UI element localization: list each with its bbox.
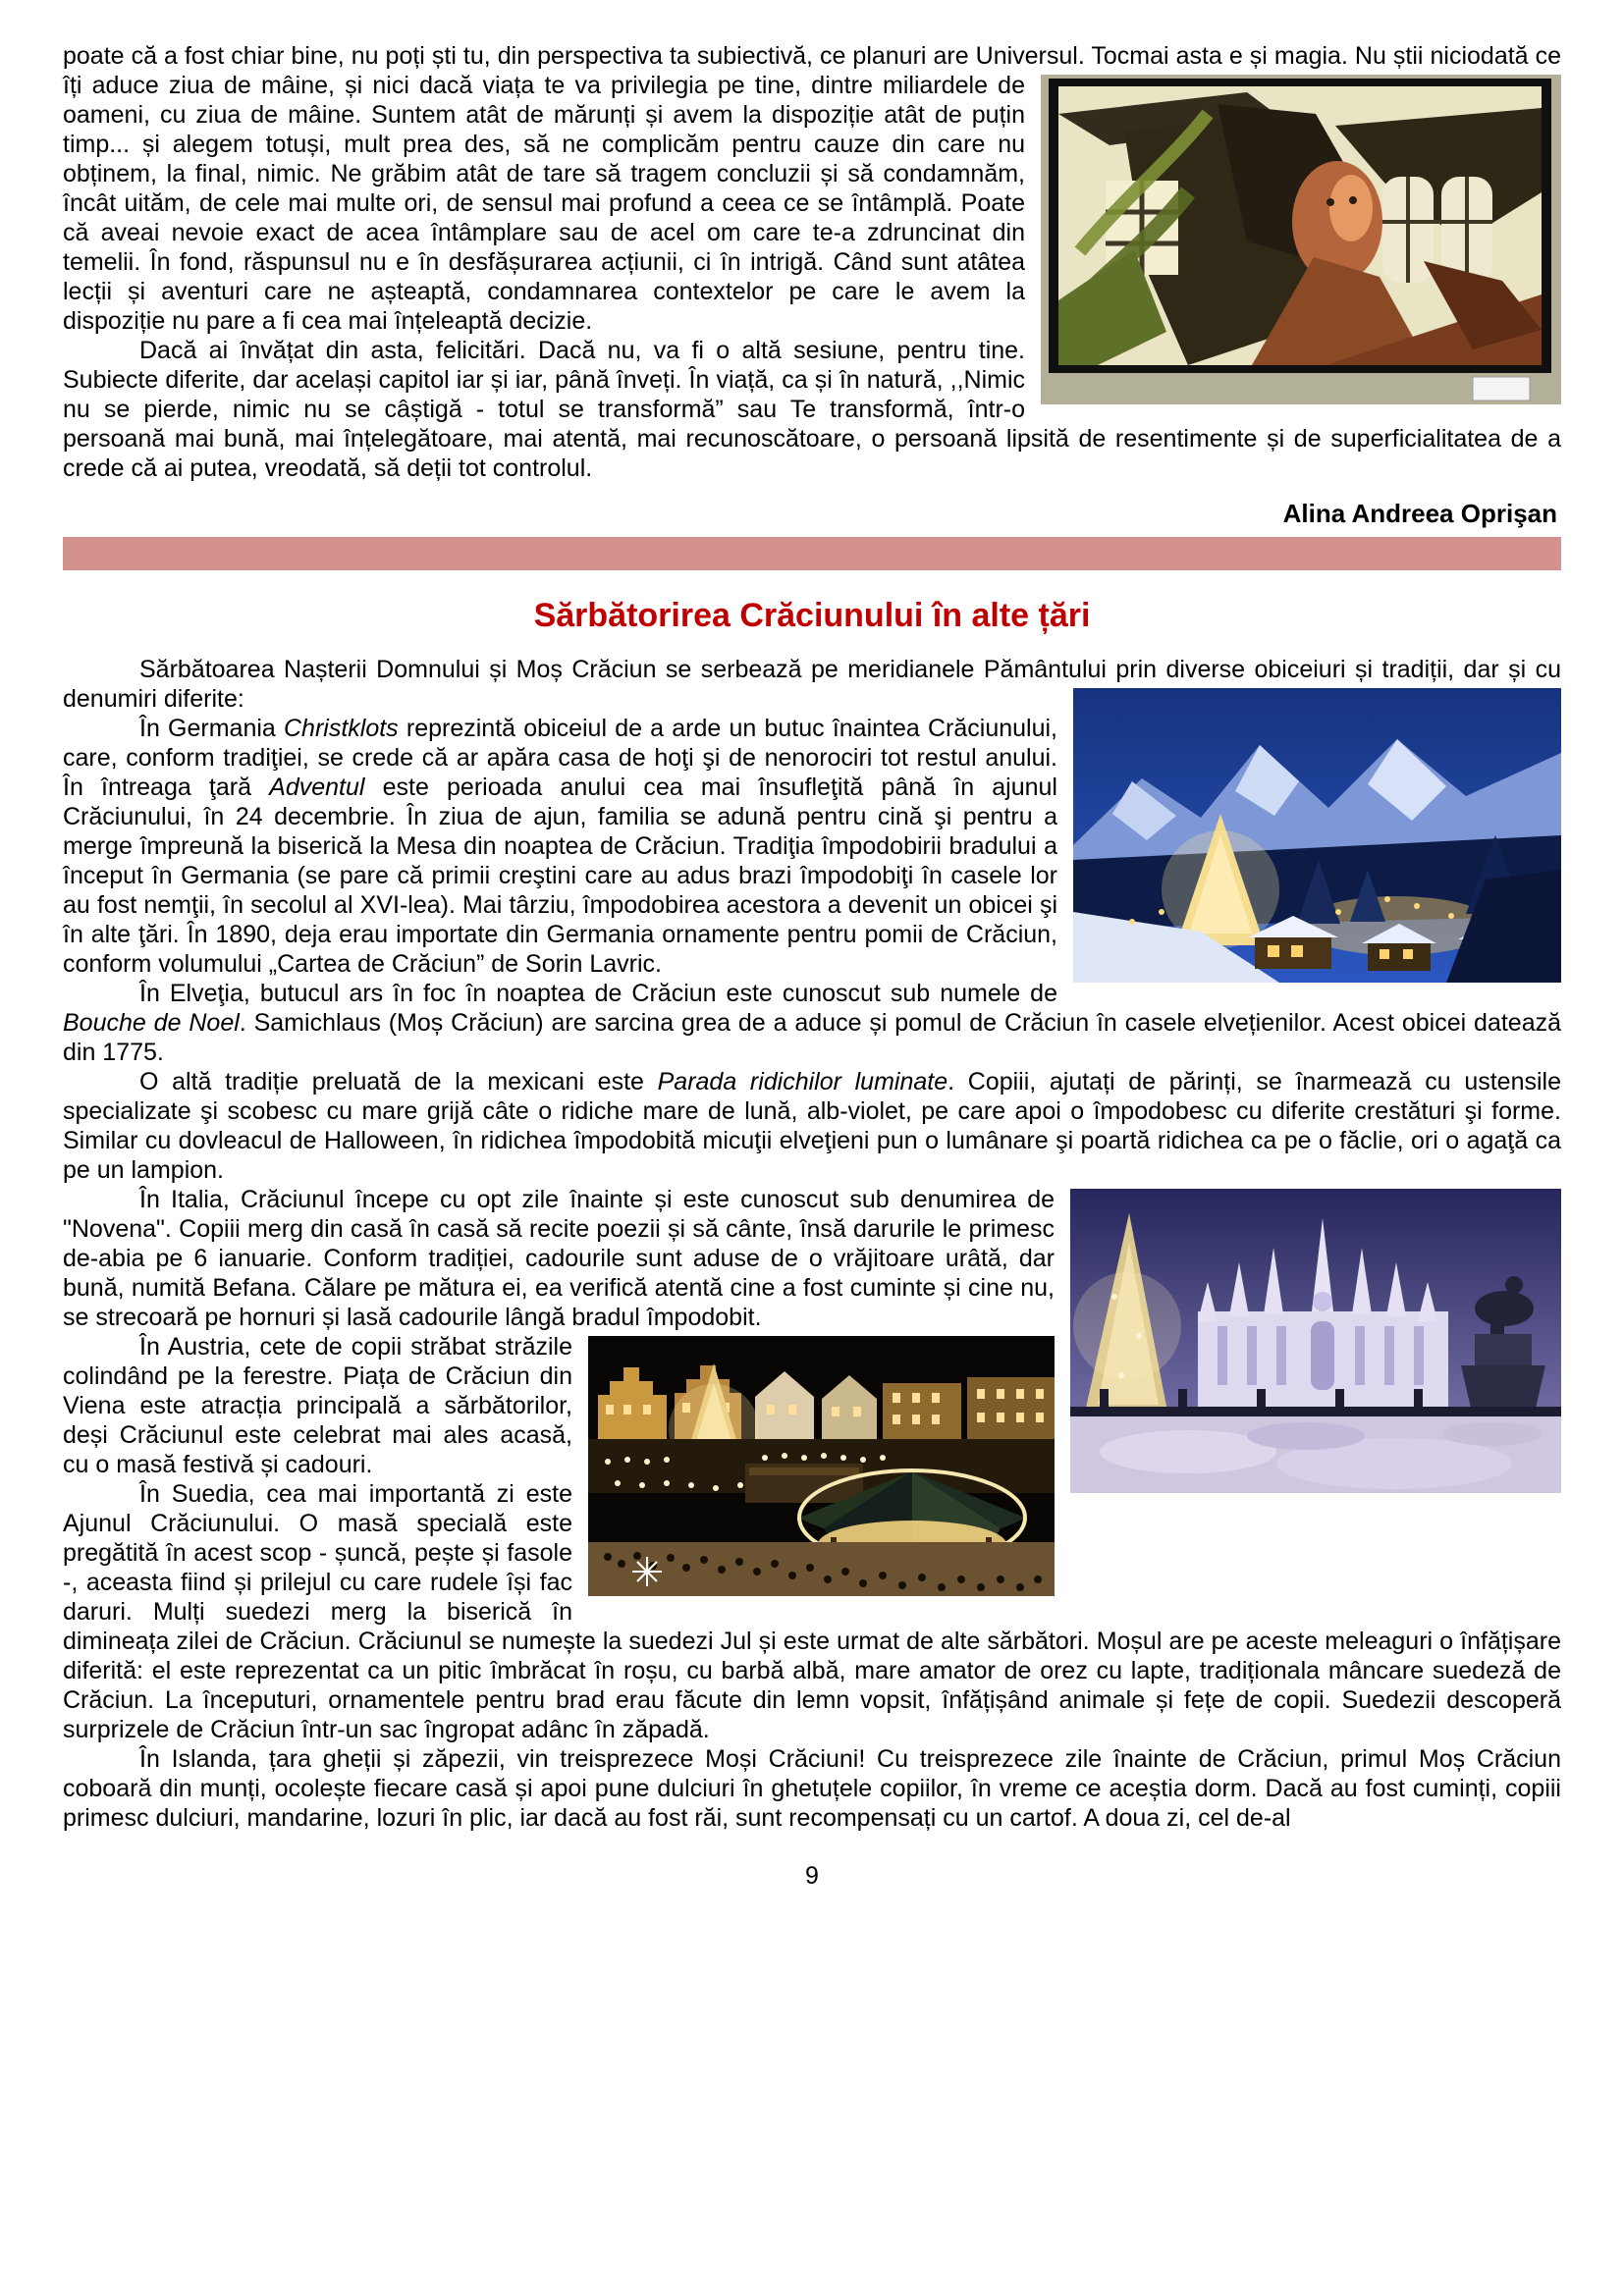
- paragraph-italy: În Italia, Crăciunul începe cu opt zile înainte și este cunoscut sub denumirea de "Novena". Copiii merg din casă în casă să recite poezii și să cânte, însă darurile le primesc de-abia pe 6 ianuarie. Conform tradiției, cadourile sunt aduse de o vrăjitoare urâtă, dar bună, numită Befana. Călare pe mătura ei, ea verifică atentă cine a fost cuminte și cine nu, se strecoară pe hornuri și lasă cadourile lângă bradul împodobit.: [63, 1186, 1055, 1331]
- paragraph-switzerland: În Elveţia, butucul ars în foc în noaptea de Crăciun este cunoscut sub numele de Bouche de Noel. Samichlaus (Moș Crăciun) are sarcina grea de a aduce și pomul de Crăciun în casele elvețienilor. Acest obicei datează din 1775.: [63, 980, 1562, 1066]
- page-number: 9: [805, 1862, 819, 1890]
- paragraph-universe: [63, 41, 1561, 336]
- paragraph-sweden: În Suedia, cea mai importantă zi este Ajunul Crăciunului. O masă specială este pregătită în acest scop - șuncă, pește și fasole -, aceasta fiind și prilejul cu care rudele își fac daruri. Mulți suedezi merg la biserică în dimineața zilei de Crăciun. Crăciunul se numește la suedezi Jul și este urmat de alte sărbători. Moșul are pe aceste meleaguri o înfățișare diferită: el este reprezentat ca un pitic îmbrăcat în roșu, cu barbă albă, mare amator de orez cu lapte, tradiționala mâncare suedeză de Crăciun. La începuturi, ornamentele pentru brad erau făcute din lemn vopsit, înfățișând animale și fețe de copii. Suedezii descoperă surprizele de Crăciun într-un sac îngropat adânc în zăpadă.: [63, 1480, 1561, 1743]
- author-name: Alina Andreea Oprişan: [1282, 499, 1557, 528]
- portrait-painting-photo: [1041, 75, 1561, 404]
- paragraph-intro-lead: Sărbătoarea Nașterii Domnului și Moș Crăciun se serbează pe meridianele Pământului prin diverse obiceiuri și tradiții, dar: [139, 656, 1499, 683]
- paragraph-mexico: O altă tradiție preluată de la mexicani este Parada ridichilor luminate. Copiii, ajutați de părinți, se înarmează cu ustensile specializate şi scobesc cu mare grijă câte o ridiche mare de lună, alb-violet, pe care apoi o împodobesc cu diferite crestături şi forme. Similar cu dovleacul de Halloween, în ridichea împodobită micuţii elveţieni pun o lumânare şi poartă ridichea ca pe o făclie, ori o agaţă ca pe un lampion.: [63, 1068, 1561, 1184]
- paragraph-universe-rest: magia. Nu știi niciodată ce îți aduce ziua de mâine, și nici dacă viața te va privilegia pe tine, dintre miliardele de oameni, cu ziua de mâine. Suntem atât de mărunți și avem la dispoziție atât de puțin timp... și alegem totuși, mult prea des, să ne complicăm pentru cauze din care nu obținem, la final, nimic. Ne grăbim atât de tare să tragem concluzii și să condamnăm, încât uităm, de cele mai multe ori, de sensul mai profund a ceea ce se întâmplă. Poate că aveai nevoie exact de acea întâmplare sau de acel om care te-a zdruncinat din temelii. În fond, răspunsul nu e în desfășurarea acțiunii, ci în intrigă. Când sunt atâtea lecții și aventuri care ne așteaptă, condamnarea contextelor pe care le avem la dispoziție nu pare a fi cea mai înțeleaptă decizie.: [63, 42, 1561, 335]
- section-divider-bar: [63, 537, 1561, 570]
- paragraph-universe-lead: poate că a fost chiar bine, nu poți ști tu, din perspectiva ta subiectivă, ce planuri are Universul. Tocmai asta e și: [63, 42, 1268, 70]
- christmas-market-photo: [588, 1336, 1055, 1596]
- paragraph-lesson: Dacă ai învățat din asta, felicitări. Dacă nu, va fi o altă sesiune, pentru tine. Subiecte diferite, dar același capitol iar și iar, până înveți. În viață, ca și în natură, ,,Nimic nu se pierde, nimic nu se câștigă - totul se transformă” sau Te transformă, într-o persoană mai bună, mai înțelegătoare, mai atentă, mai recunoscătoare, o persoană lipsită de resentimente și de superficialitatea de a crede că ai putea, vreodată, să deții tot controlul.: [63, 337, 1561, 482]
- article-title: Sărbătorirea Crăciunului în alte țări: [533, 597, 1091, 634]
- paragraph-intro-rest: și cu denumiri diferite:: [63, 656, 1561, 713]
- paragraph-intro: [63, 655, 1561, 714]
- milan-cathedral-photo: [1070, 1189, 1561, 1493]
- paragraph-germany: În Germania Christklots reprezintă obiceiul de a arde un butuc înaintea Crăciunului, care, conform tradiţiei, se crede că ar apăra casa de hoţi şi de nenorociri tot restul anului. În întreaga ţară Adventul este perioada anului cea mai însufleţită până în ajunul Crăciunului, în 24 decembrie. În ziua de ajun, familia se adună pentru cină şi pentru a merge împreună la biserică la Mesa din noaptea de Crăciun. Tradiţia împodobirii bradului a început în Germania (se pare că primii creştini care au adus brazi împodobiţi în casele lor au fost nemţii, în secolul al XVI-lea). Mai târziu, împodobirea acestora a devenit un obicei şi în alte ţări. În 1890, deja erau importate din Germania ornamente pentru pomii de Crăciun, conform volumului „Cartea de Crăciun” de Sorin Lavric.: [63, 715, 1057, 978]
- paragraph-austria-text: În Austria, cete de copii străbat străzile colindând pe la ferestre. Piața de Crăciun din Viena este atracția principală a sărbătorilor, deși Crăciunul este celebrat mai ales acasă, cu o masă festivă și cadouri.: [63, 1333, 572, 1478]
- paragraph-iceland: În Islanda, țara gheții și zăpezii, vin treisprezece Moși Crăciuni! Cu treisprezece zile înainte de Crăciun, primul Moș Crăciun coboară din munți, ocolește fiecare casă și apoi pune dulciuri în ghetuțele copiilor, în vreme ce aceștia dorm. Dacă au fost cuminți, copiii primesc dulciuri, mandarine, lozuri în plic, iar dacă au fost răi, sunt recompensați cu un cartof. A doua zi, cel de-al: [63, 1745, 1561, 1832]
- alpine-village-photo: [1073, 688, 1561, 983]
